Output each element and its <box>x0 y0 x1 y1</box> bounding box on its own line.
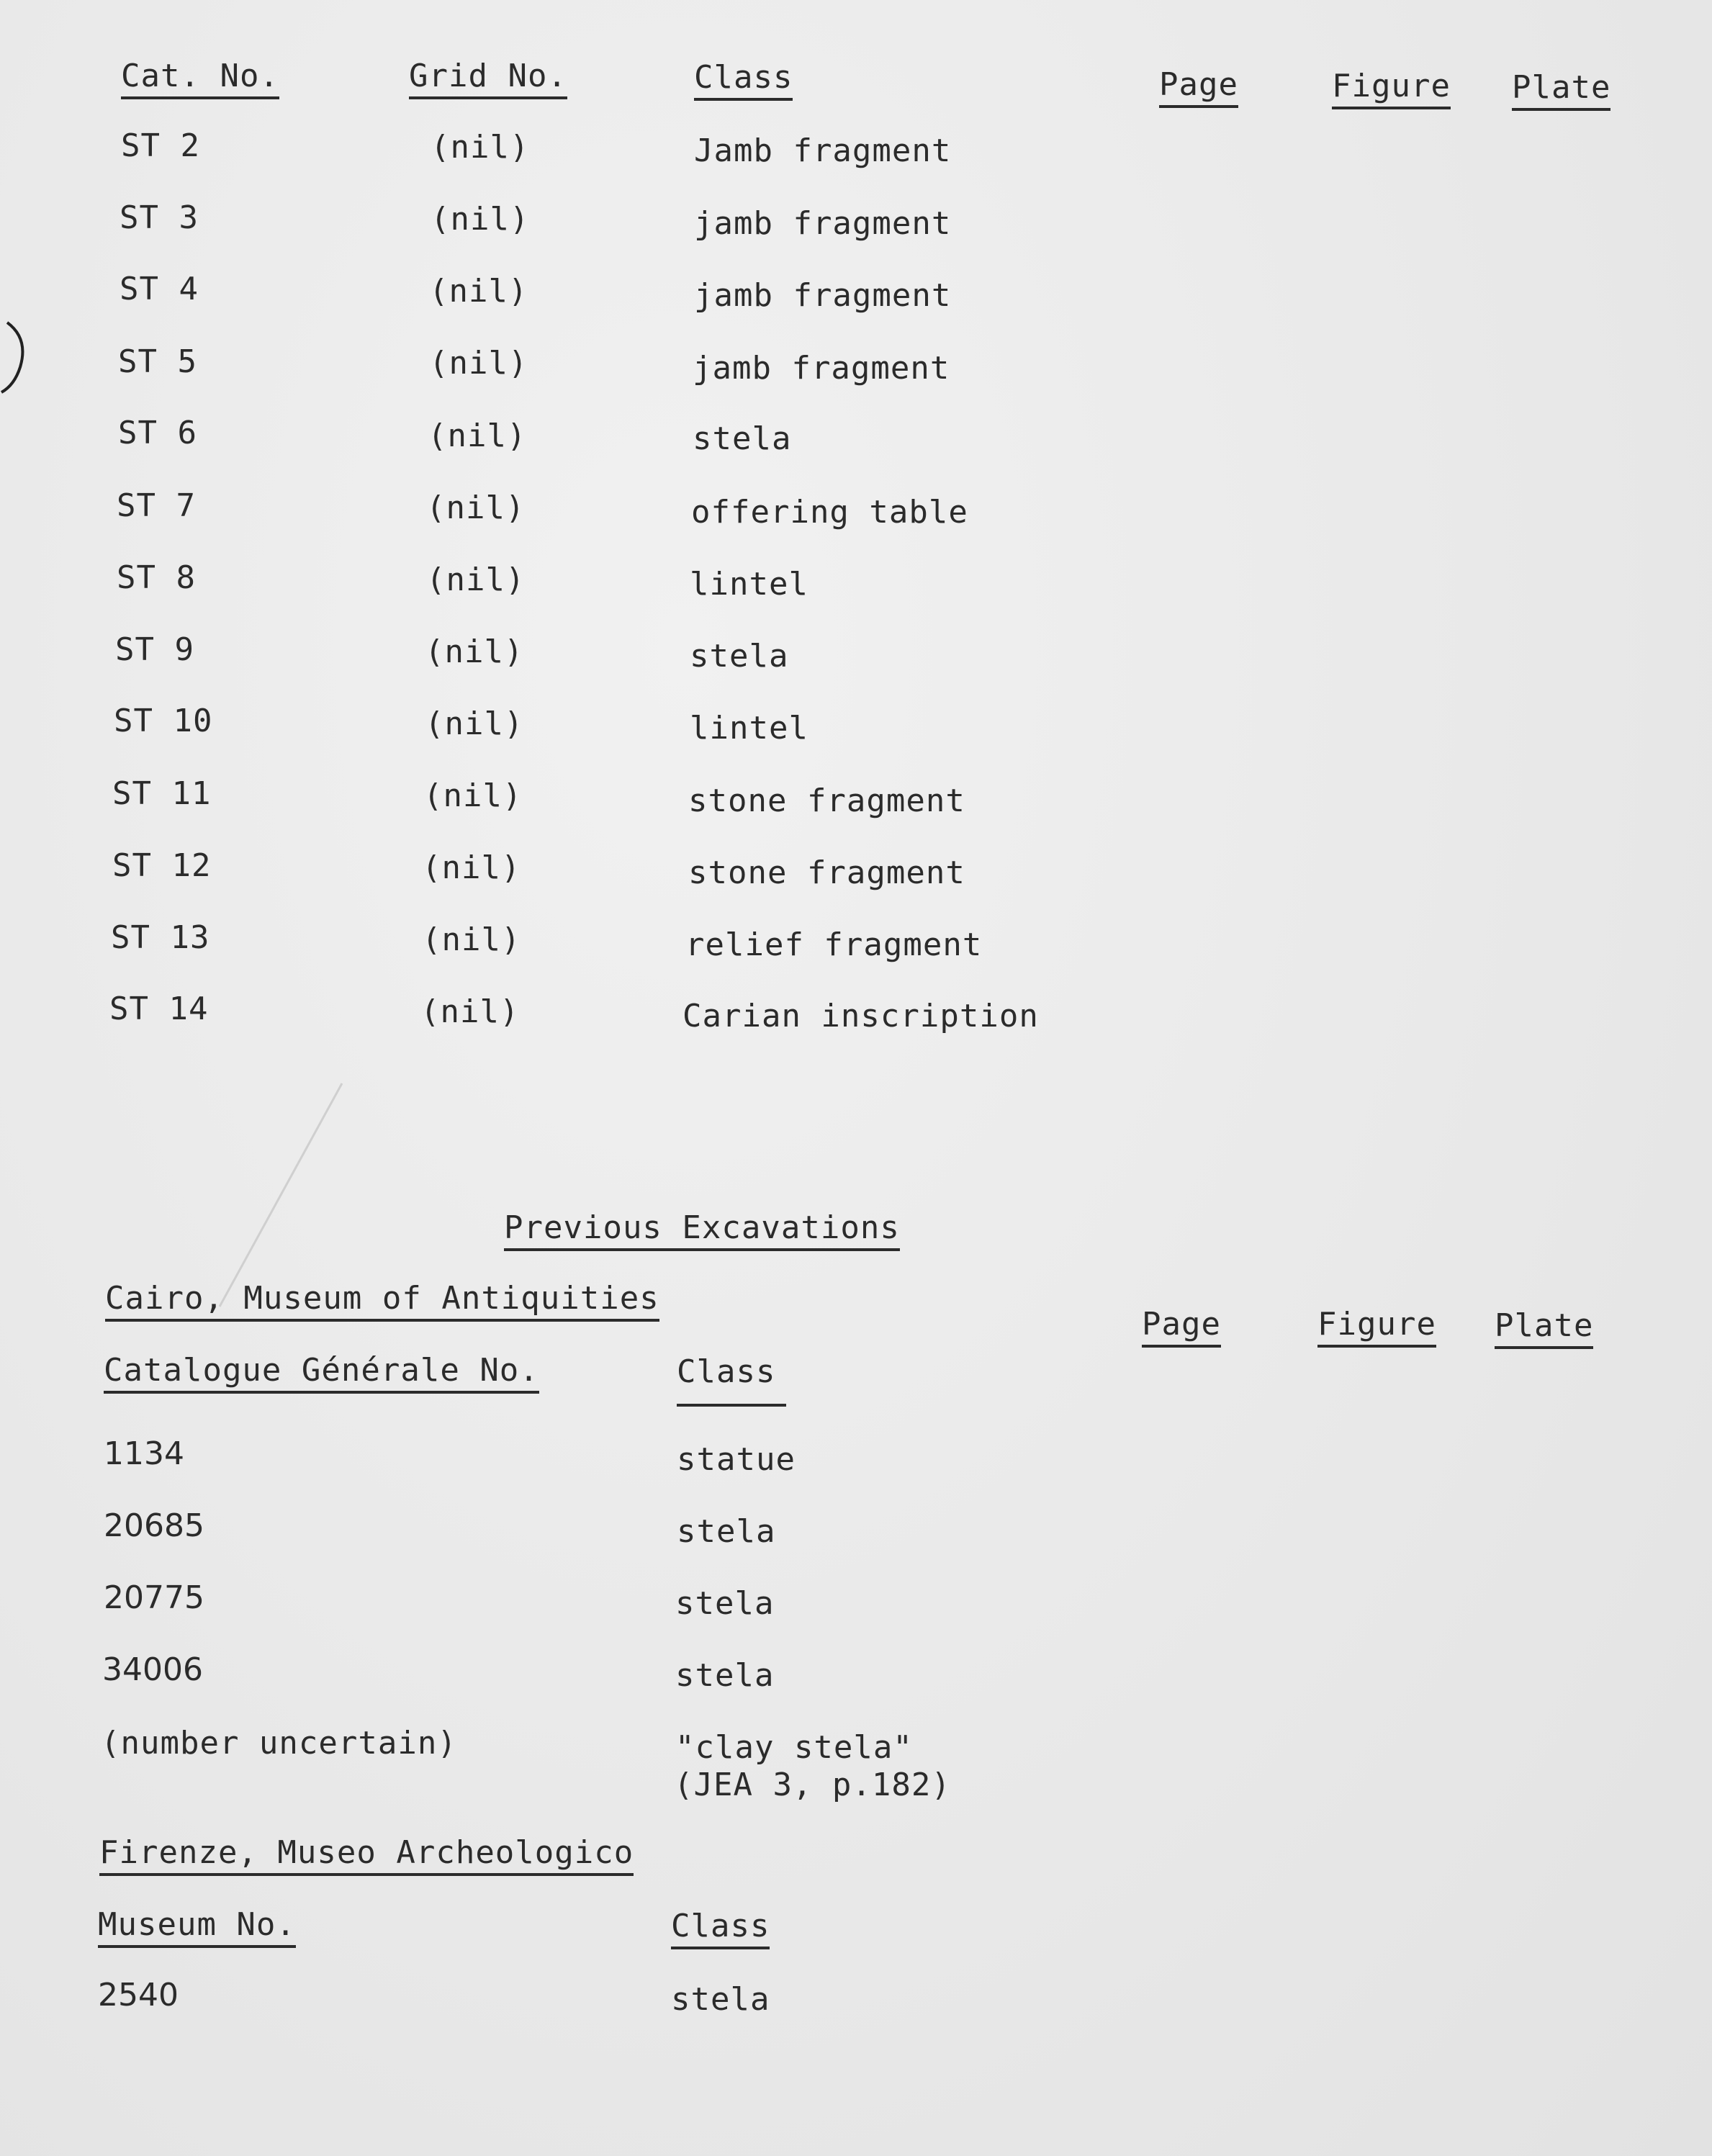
st-row-9-cat: ST 10 <box>114 703 213 739</box>
header-grid-no: Grid No. <box>409 60 567 99</box>
cairo-col-class: Class <box>677 1353 776 1390</box>
cairo-row-5-note: (JEA 3, p.182) <box>674 1767 951 1803</box>
margin-bracket-mark <box>0 317 43 396</box>
st-row-11-class: stone fragment <box>688 854 965 891</box>
firenze-col-number: Museum No. <box>98 1909 296 1948</box>
st-row-8-class: stela <box>690 638 789 675</box>
cairo-col-number: Catalogue Générale No. <box>104 1355 539 1394</box>
st-row-12-class: relief fragment <box>685 926 983 963</box>
st-row-10-cat: ST 11 <box>112 775 212 812</box>
st-row-6-cat: ST 7 <box>117 487 196 524</box>
st-row-13-class: Carian inscription <box>682 998 1039 1034</box>
st-row-3-class: jamb fragment <box>694 277 952 314</box>
cairo-row-5-no: (number uncertain) <box>101 1725 457 1762</box>
st-row-3-grid: (nil) <box>429 273 528 310</box>
fold-crease-mark <box>216 1080 346 1310</box>
st-row-6-class: offering table <box>691 494 968 531</box>
st-row-1-grid: (nil) <box>431 129 530 166</box>
st-row-7-grid: (nil) <box>426 561 526 598</box>
st-row-3-cat: ST 4 <box>120 271 199 307</box>
st-row-11-grid: (nil) <box>422 849 521 886</box>
st-row-12-cat: ST 13 <box>111 919 210 956</box>
st-row-8-cat: ST 9 <box>115 631 194 668</box>
cairo-row-1-class: statue <box>677 1441 796 1478</box>
st-row-10-class: stone fragment <box>688 782 965 819</box>
st-row-13-grid: (nil) <box>420 993 520 1030</box>
st-row-5-grid: (nil) <box>428 418 527 454</box>
st-row-6-grid: (nil) <box>426 490 526 526</box>
st-row-8-grid: (nil) <box>425 633 524 670</box>
header-page: Page <box>1159 69 1238 108</box>
st-row-7-class: lintel <box>690 566 808 603</box>
st-row-1-cat: ST 2 <box>121 127 200 164</box>
st-row-13-cat: ST 14 <box>109 991 209 1027</box>
cairo-row-5-class: "clay stela" <box>675 1729 913 1766</box>
cairo-row-2-no: 20685 <box>104 1507 204 1544</box>
st-row-7-cat: ST 8 <box>117 559 196 596</box>
st-row-5-cat: ST 6 <box>118 415 197 451</box>
st-row-2-cat: ST 3 <box>120 199 199 236</box>
cairo-row-2-class: stela <box>677 1513 776 1550</box>
firenze-row-1-class: stela <box>671 1981 770 2018</box>
st-row-9-class: lintel <box>690 710 808 747</box>
firenze-col-class: Class <box>671 1911 770 1949</box>
st-row-12-grid: (nil) <box>422 921 521 958</box>
st-row-10-grid: (nil) <box>423 777 523 814</box>
st-row-2-grid: (nil) <box>431 201 530 238</box>
header-plate: Plate <box>1512 72 1610 111</box>
header-figure: Figure <box>1332 71 1451 109</box>
st-row-5-class: stela <box>693 420 792 457</box>
st-row-2-class: jamb fragment <box>694 205 952 242</box>
cairo-heading: Cairo, Museum of Antiquities <box>105 1283 659 1322</box>
cairo-col-figure: Figure <box>1317 1309 1436 1348</box>
st-row-4-grid: (nil) <box>429 345 528 382</box>
firenze-heading: Firenze, Museo Archeologico <box>99 1837 634 1876</box>
st-row-4-class: jamb fragment <box>693 350 950 387</box>
cairo-col-plate: Plate <box>1495 1310 1593 1349</box>
st-row-9-grid: (nil) <box>425 705 524 742</box>
firenze-row-1-no: 2540 <box>98 1977 179 2013</box>
st-row-11-cat: ST 12 <box>112 847 212 884</box>
st-row-4-cat: ST 5 <box>118 343 197 380</box>
header-class: Class <box>694 62 793 101</box>
previous-excavations-title: Previous Excavations <box>504 1212 900 1251</box>
st-row-1-class: Jamb fragment <box>694 132 952 169</box>
cairo-col-page: Page <box>1142 1309 1221 1348</box>
cairo-row-4-class: stela <box>675 1657 775 1694</box>
cairo-col-class-underline <box>677 1404 786 1407</box>
header-cat-no: Cat. No. <box>121 60 279 99</box>
cairo-row-3-class: stela <box>675 1585 775 1622</box>
cairo-row-3-no: 20775 <box>104 1579 204 1616</box>
cairo-row-1-no: 1134 <box>104 1435 184 1472</box>
cairo-row-4-no: 34006 <box>102 1651 203 1688</box>
